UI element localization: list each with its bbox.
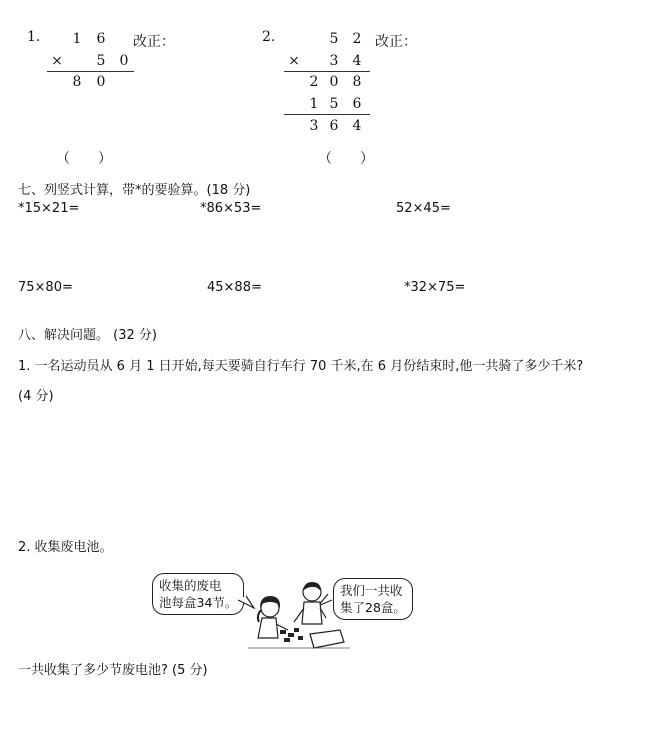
- digit: 1: [72, 31, 82, 47]
- digit: 4: [352, 118, 362, 134]
- calc-item: 52×45=: [396, 201, 451, 216]
- question-1-text: 1. 一名运动员从 6 月 1 日开始,每天要骑自行车行 70 千米,在 6 月份结束时,他一共骑了多少千米?: [18, 359, 584, 374]
- digit: 5: [329, 31, 339, 47]
- digit: 5: [329, 96, 339, 112]
- section-7-title: 七、列竖式计算，带*的要验算。(18 分): [18, 183, 251, 198]
- digit: 0: [119, 53, 129, 69]
- times-sign: ×: [51, 53, 63, 69]
- children-sorting-batteries-drawing: [228, 578, 350, 650]
- fix-label: 改正：: [133, 34, 175, 50]
- digit: 2: [309, 74, 319, 90]
- digit: 1: [309, 96, 319, 112]
- digit: 4: [352, 53, 362, 69]
- problem-2-label: 2.: [262, 29, 276, 45]
- digit: 6: [352, 96, 362, 112]
- calc-item: *86×53=: [200, 201, 262, 216]
- calc-item: 75×80=: [18, 280, 73, 295]
- question-2-title: 2. 收集废电池。: [18, 540, 113, 555]
- problem-1-label: 1.: [27, 29, 41, 45]
- calc-item: *15×21=: [18, 201, 80, 216]
- digit: 2: [352, 31, 362, 47]
- digit: 6: [329, 118, 339, 134]
- bubble-text: 我们一共收: [340, 583, 403, 598]
- answer-paren: （ ）: [318, 151, 374, 167]
- times-sign: ×: [288, 53, 300, 69]
- question-2-text: 一共收集了多少节废电池? (5 分): [18, 663, 208, 678]
- digit: 6: [96, 31, 106, 47]
- question-1-points: (4 分): [18, 389, 54, 404]
- section-8-title: 八、解决问题。 (32 分): [18, 328, 157, 343]
- bubble-text: 集了28盒。: [340, 600, 406, 615]
- underline: [284, 114, 370, 115]
- digit: 0: [329, 74, 339, 90]
- answer-paren: （ ）: [56, 151, 112, 167]
- bubble-text: 池每盒34节。: [159, 595, 238, 610]
- calc-item: *32×75=: [404, 280, 466, 295]
- digit: 8: [352, 74, 362, 90]
- digit: 0: [96, 74, 106, 90]
- digit: 3: [309, 118, 319, 134]
- digit: 5: [96, 53, 106, 69]
- digit: 3: [329, 53, 339, 69]
- calc-item: 45×88=: [207, 280, 262, 295]
- fix-label: 改正：: [375, 34, 417, 50]
- underline: [284, 71, 370, 72]
- digit: 8: [72, 74, 82, 90]
- underline: [47, 71, 134, 72]
- bubble-text: 收集的废电: [159, 578, 222, 593]
